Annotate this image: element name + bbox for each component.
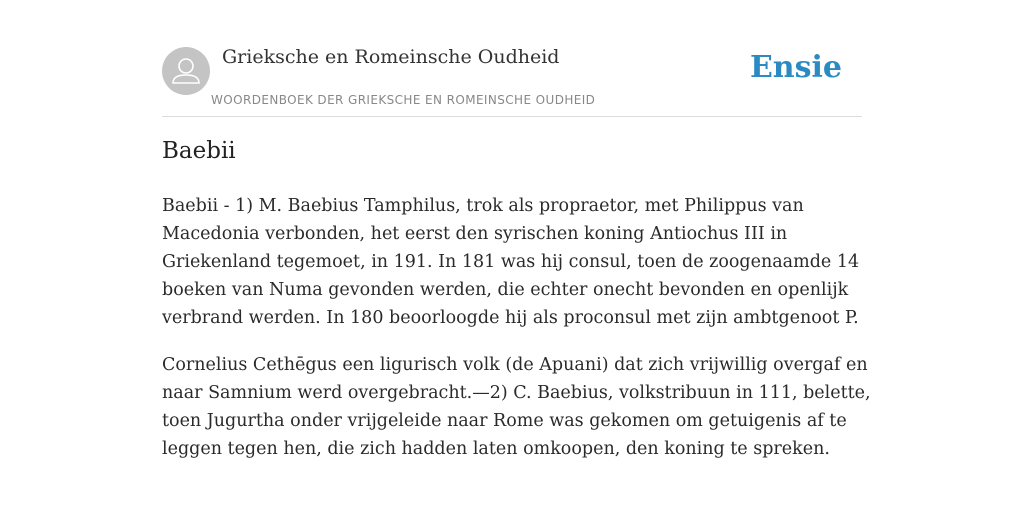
entry-definition <box>162 192 871 482</box>
source-subtitle: WOORDENBOEK DER GRIEKSCHE EN ROMEINSCHE OUDHEID <box>211 93 596 107</box>
definition-line: Macedonia verbonden, het eerst den syrischen koning Antiochus III in <box>162 224 788 244</box>
brand-logo[interactable]: Ensie <box>749 50 842 85</box>
avatar[interactable] <box>162 47 210 95</box>
source-title-link[interactable]: Grieksche en Romeinsche Oudheid <box>222 46 560 68</box>
definition-paragraph <box>162 351 871 463</box>
definition-line: toen Jugurtha onder vrijgeleide naar Rome was gekomen om getuigenis af te <box>162 411 847 431</box>
definition-line: verbrand werden. In 180 beoorloogde hij als proconsul met zijn ambtgenoot P. <box>162 308 859 328</box>
page-header <box>162 40 862 117</box>
definition-line: Baebii - 1) M. Baebius Tamphilus, trok als propraetor, met Philippus van <box>162 196 804 216</box>
definition-line: leggen tegen hen, die zich hadden laten omkoopen, den koning te spreken. <box>162 439 830 459</box>
definition-line: Cornelius Cethēgus een ligurisch volk (de Apuani) dat zich vrijwillig overgaf en <box>162 355 868 375</box>
definition-line: naar Samnium werd overgebracht.—2) C. Baebius, volkstribuun in 111, belette, <box>162 383 871 403</box>
definition-line: Griekenland tegemoet, in 191. In 181 was hij consul, toen de zoogenaamde 14 <box>162 252 860 272</box>
definition-paragraph <box>162 192 862 332</box>
definition-line: boeken van Numa gevonden werden, die echter onecht bevonden en openlijk <box>162 280 849 300</box>
user-icon <box>162 47 210 95</box>
entry-title: Baebii <box>162 138 236 164</box>
